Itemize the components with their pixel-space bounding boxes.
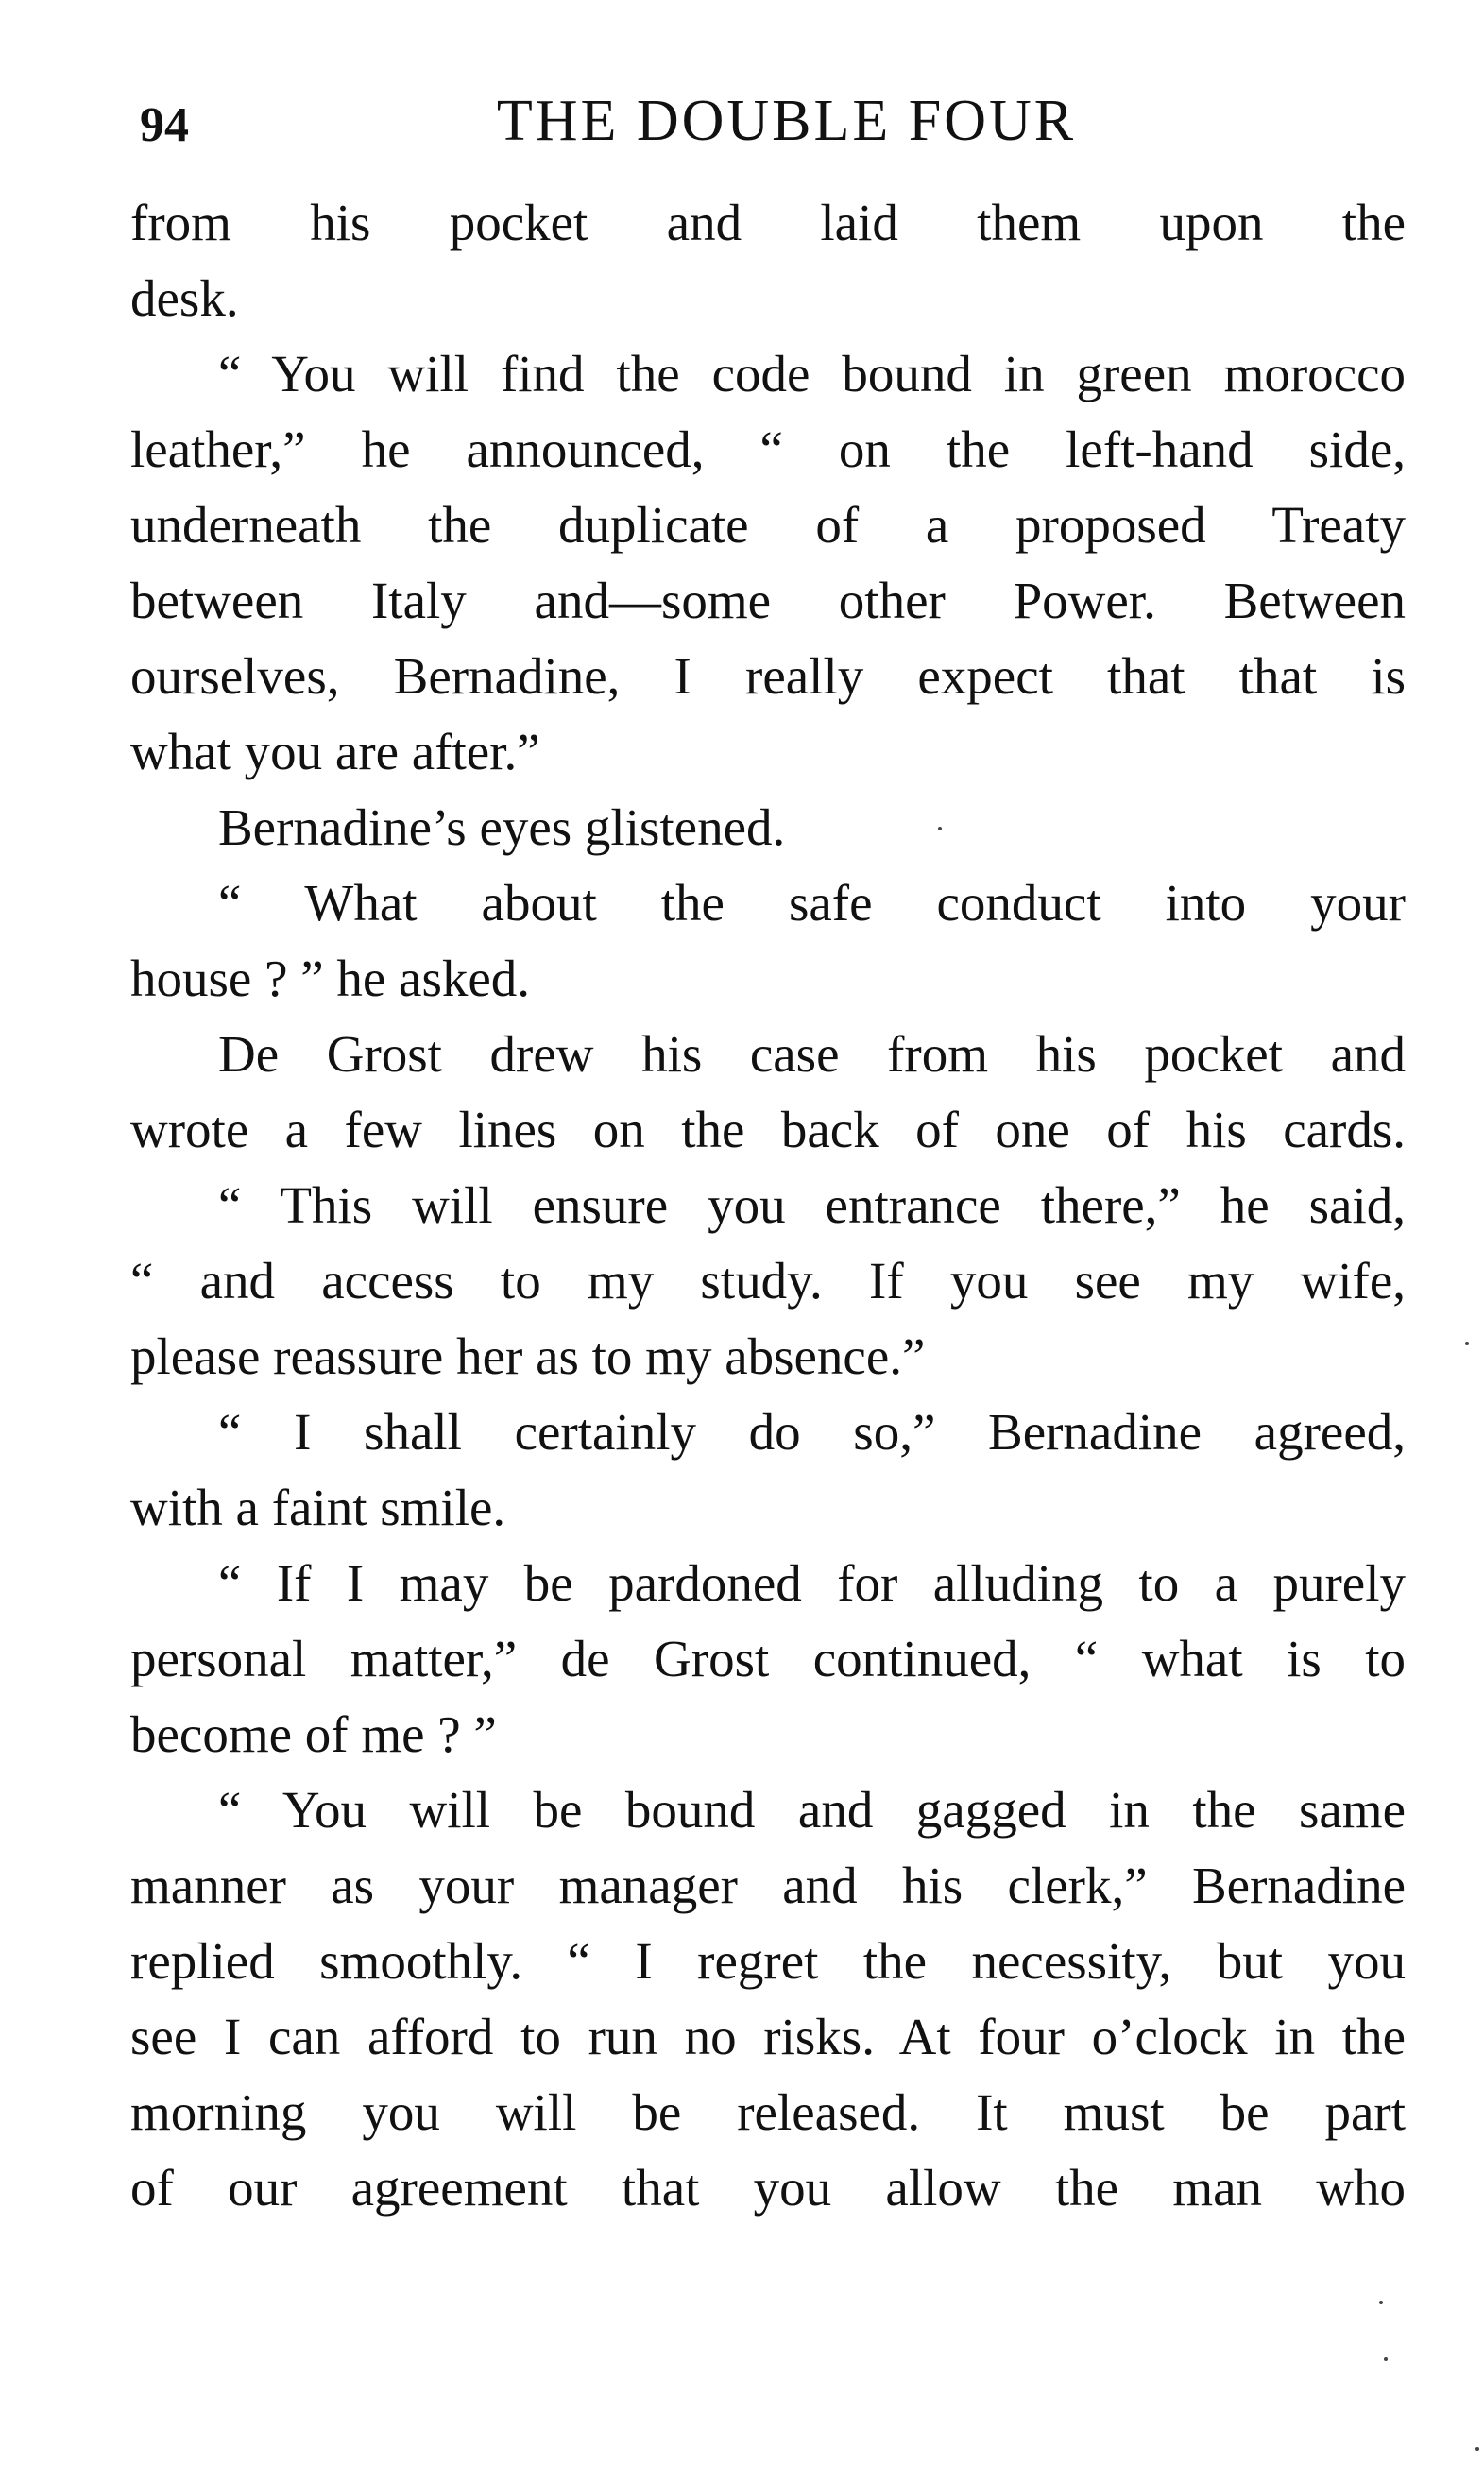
text-line: “ If I may be pardoned for alluding to a purely — [218, 1554, 1406, 1612]
print-speck — [938, 827, 942, 830]
text-line: “ What about the safe conduct into your — [218, 874, 1406, 932]
text-line: of our agreement that you allow the man who — [130, 2159, 1406, 2217]
text-line: “ You will be bound and gagged in the same — [218, 1781, 1406, 1839]
text-line: from his pocket and laid them upon the — [130, 194, 1406, 251]
text-line: with a faint smile. — [130, 1479, 506, 1536]
text-line: what you are after.” — [130, 723, 540, 780]
text-line: “ I shall certainly do so,” Bernadine agreed, — [218, 1403, 1406, 1461]
text-line: De Grost drew his case from his pocket and — [218, 1025, 1406, 1083]
print-speck — [1465, 1342, 1469, 1345]
text-line: wrote a few lines on the back of one of his cards. — [130, 1101, 1406, 1158]
print-speck — [1379, 2301, 1383, 2304]
page-number: 94 — [140, 98, 189, 152]
body-text — [130, 185, 1406, 2226]
text-line: underneath the duplicate of a proposed Treaty — [130, 496, 1406, 554]
text-line: manner as your manager and his clerk,” Bernadine — [130, 1857, 1406, 1914]
text-line: become of me ? ” — [130, 1705, 497, 1763]
text-line: morning you will be released. It must be part — [130, 2083, 1406, 2141]
print-speck — [1384, 2357, 1388, 2361]
text-line: ourselves, Bernadine, I really expect that that is — [130, 647, 1406, 705]
text-line: replied smoothly. “ I regret the necessity, but you — [130, 1932, 1406, 1990]
text-line: “ This will ensure you entrance there,” he said, — [218, 1176, 1406, 1234]
print-speck — [1475, 2447, 1479, 2451]
text-line: house ? ” he asked. — [130, 950, 531, 1007]
text-line: leather,” he announced, “ on the left-hand side, — [130, 420, 1406, 478]
text-line: personal matter,” de Grost continued, “ what is to — [130, 1630, 1406, 1687]
text-line: “ and access to my study. If you see my wife, — [130, 1252, 1406, 1310]
text-line: see I can afford to run no risks. At four o’clock in the — [130, 2008, 1406, 2065]
text-line: please reassure her as to my absence.” — [130, 1327, 926, 1385]
book-title: THE DOUBLE FOUR — [496, 89, 1077, 153]
text-line: between Italy and—some other Power. Between — [130, 572, 1406, 629]
running-head — [132, 83, 1403, 159]
text-line: “ You will find the code bound in green morocco — [218, 345, 1406, 402]
text-line: desk. — [130, 269, 239, 327]
text-line: Bernadine’s eyes glistened. — [218, 798, 786, 856]
